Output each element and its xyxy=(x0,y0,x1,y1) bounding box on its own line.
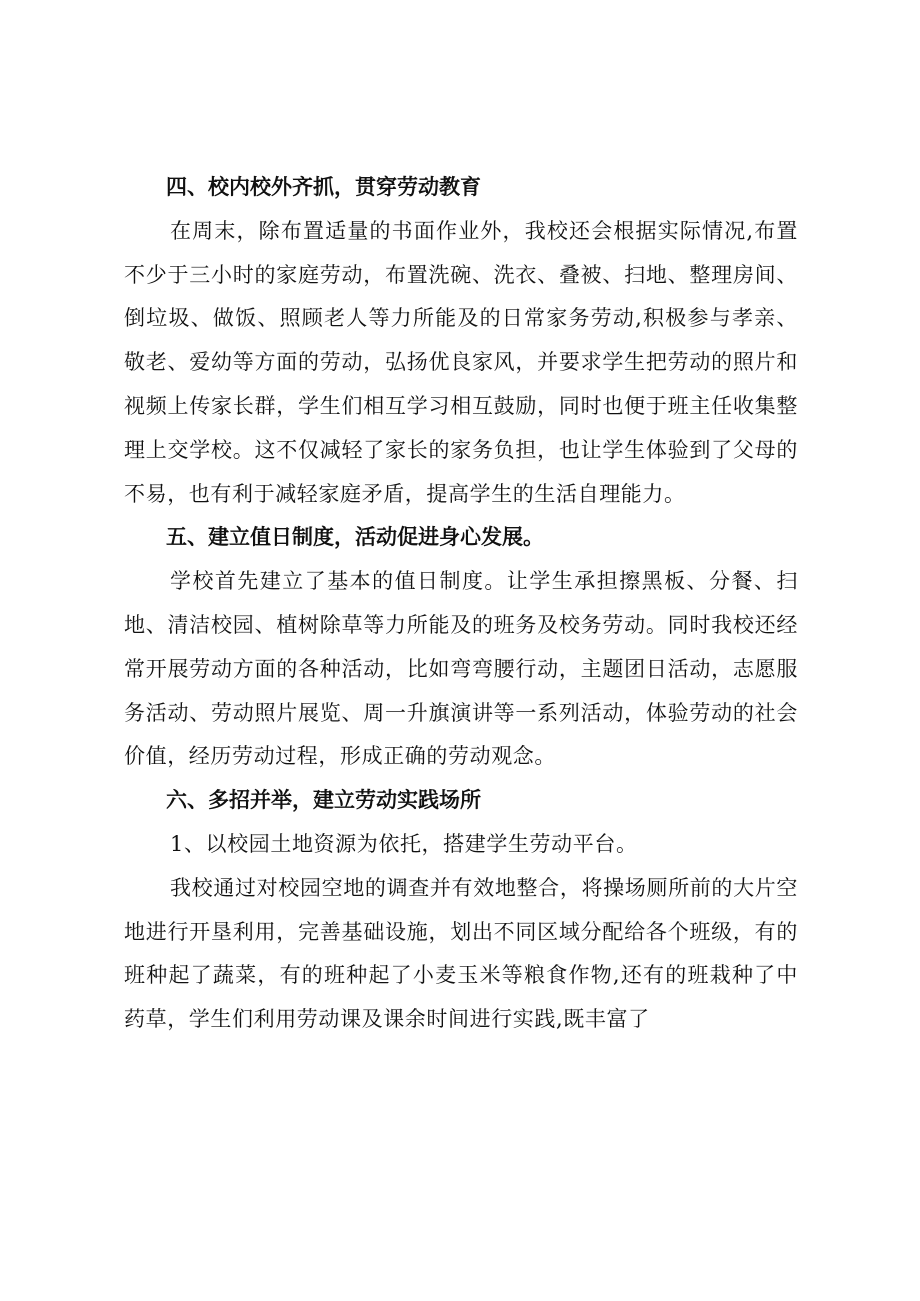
section-6-paragraph: 我校通过对校园空地的调查并有效地整合，将操场厕所前的大片空地进行开垦利用，完善基础设施，划出不同区域分配给各个班级，有的班种起了蔬菜，有的班种起了小麦玉米等粮食作物,还有的班栽种了中药草，学生们利用劳动课及课余时间进行实践,既丰富了 xyxy=(124,875,798,1032)
section-heading-4: 四、校内校外齐抓，贯穿劳动教育 xyxy=(166,175,481,199)
section-heading-6: 六、多招并举，建立劳动实践场所 xyxy=(166,788,481,813)
section-6-subheading: 1、以校园土地资源为依托，搭建学生劳动平台。 xyxy=(170,831,638,856)
section-heading-5: 五、建立值日制度，活动促进身心发展。 xyxy=(166,525,544,550)
section-4-paragraph: 在周末，除布置适量的书面作业外，我校还会根据实际情况,布置不少于三小时的家庭劳动，布置洗碗、洗衣、叠被、扫地、整理房间、倒垃圾、做饭、照顾老人等力所能及的日常家务劳动,积极参与孝亲、敬老、爱幼等方面的劳动，弘扬优良家风，并要求学生把劳动的照片和视频上传家长群，学生们相互学习相互鼓励，同时也便于班主任收集整理上交学校。这不仅减轻了家长的家务负担，也让学生体验到了父母的不易，也有利于减轻家庭矛盾，提高学生的生活自理能力。 xyxy=(124,218,798,506)
section-5-paragraph: 学校首先建立了基本的值日制度。让学生承担擦黑板、分餐、扫地、清洁校园、植树除草等力所能及的班务及校务劳动。同时我校还经常开展劳动方面的各种活动，比如弯弯腰行动，主题团日活动，志愿服务活动、劳动照片展览、周一升旗演讲等一系列活动，体验劳动的社会价值，经历劳动过程，形成正确的劳动观念。 xyxy=(124,569,798,769)
document-body xyxy=(124,166,798,1042)
